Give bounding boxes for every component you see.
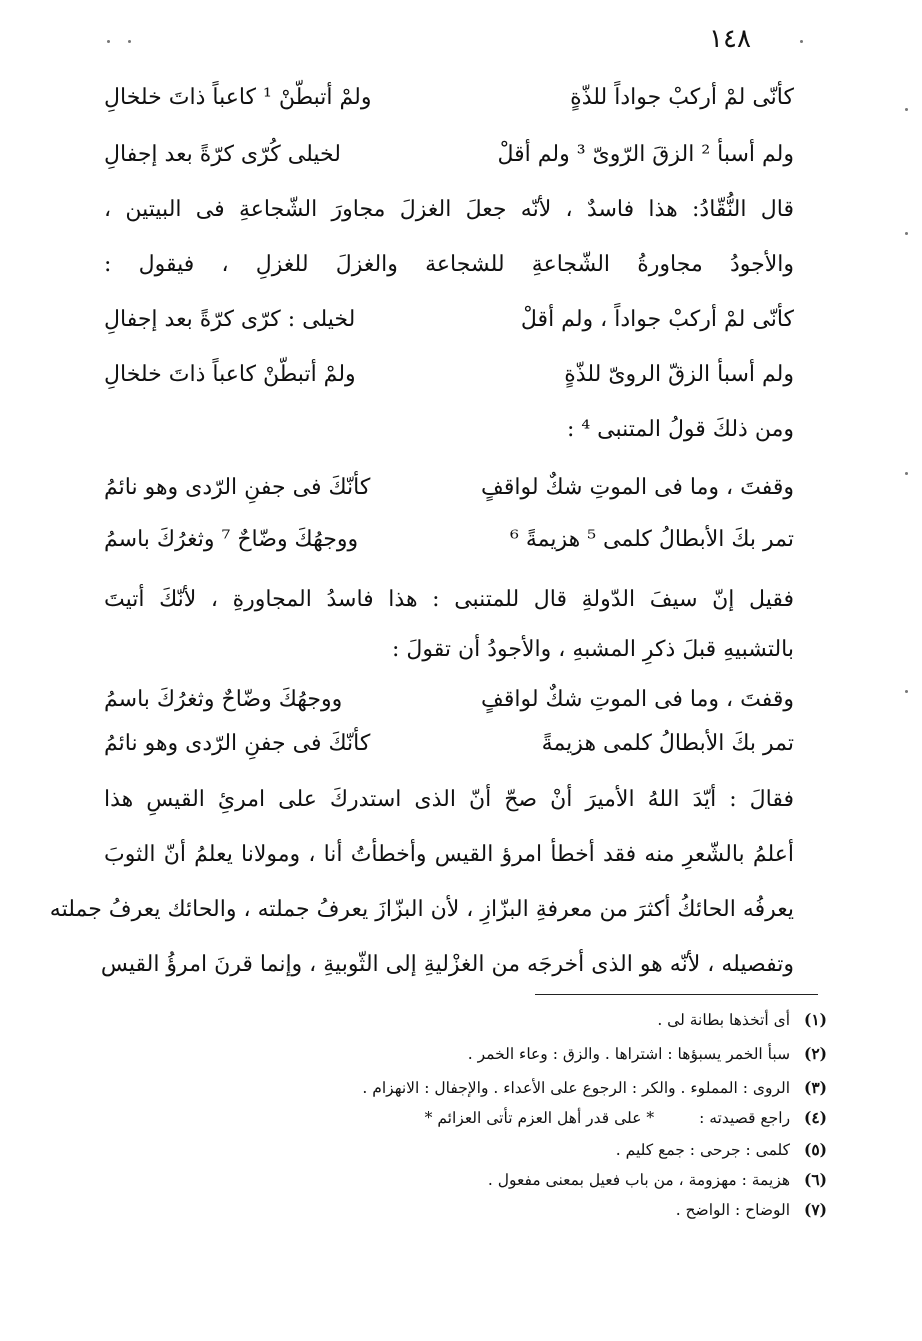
hemistich-left: ووجهُكَ وضّاحٌ ⁷ وثغرُكَ باسمُ xyxy=(104,527,359,552)
hemistich-right: ولم أسبأ الزقّ الروىّ للذّةٍ xyxy=(564,362,794,387)
footnote-marker: (٥) xyxy=(803,1140,827,1159)
footnote-text: كلمى : جرحى : جمع كليم . xyxy=(615,1141,791,1159)
hemistich-left: ولمْ أتبطّنْ كاعباً ذاتَ خلخالِ xyxy=(104,362,356,387)
hemistich-right: تمر بكَ الأبطالُ كلمى ⁵ هزيمةً ⁶ xyxy=(510,527,794,552)
scan-speck xyxy=(800,40,803,43)
paragraph-line: قال النُّقّادُ: هذا فاسدٌ ، لأنّه جعلَ الغزلَ مجاورَ الشّجاعةِ فى البيتين ، xyxy=(104,197,794,222)
paragraph-line: أعلمُ بالشّعرِ منه فقد أخطأ امرؤ القيس وأخطأتُ أنا ، ومولانا يعلمُ أنّ الثوبَ xyxy=(104,842,794,867)
verse-8 xyxy=(104,724,794,764)
footnote-rule xyxy=(535,994,818,995)
footnote-marker: (١) xyxy=(803,1010,827,1029)
footnote-marker: (٢) xyxy=(803,1044,827,1063)
footnote-text: الوضاح : الواضح . xyxy=(675,1201,791,1219)
footnote-text: هزيمة : مهزومة ، من باب فعيل بمعنى مفعول . xyxy=(487,1171,791,1189)
paragraph-line: والأجودُ مجاورةُ الشّجاعةِ للشجاعة والغزلَ للغزلِ ، فيقول : xyxy=(104,252,794,277)
hemistich-left: ووجهُكَ وضّاحٌ وثغرُكَ باسمُ xyxy=(104,687,343,712)
footnote-marker: (٤) xyxy=(803,1108,827,1127)
hemistich-left: ولمْ أتبطّنْ ¹ كاعباً ذاتَ خلخالِ xyxy=(104,85,372,110)
hemistich-right: كأنّى لمْ أركبْ جواداً ، ولم أقلْ xyxy=(520,307,794,332)
footnote-text: سبأ الخمر يسبؤها : اشتراها . والزق : وعاء الخمر . xyxy=(467,1045,791,1063)
footnote-marker: (٣) xyxy=(803,1078,827,1097)
footnote-marker: (٦) xyxy=(803,1170,827,1189)
scan-speck xyxy=(107,40,110,43)
verse-2 xyxy=(104,135,794,175)
scan-speck xyxy=(905,108,908,111)
footnote-6 xyxy=(127,1166,827,1194)
verse-7 xyxy=(104,680,794,720)
footnote-4 xyxy=(127,1104,827,1132)
paragraph-line: وتفصيله ، لأنّه هو الذى أخرجَه من الغزْليةِ إلى الثّوبيةِ ، وإنما قرنَ امرؤُ القيس xyxy=(100,952,794,977)
footnote-text: راجع قصيدته : xyxy=(699,1109,791,1127)
scan-speck xyxy=(905,690,908,693)
footnote-3 xyxy=(127,1074,827,1102)
scan-speck xyxy=(128,40,131,43)
footnote-text: أى أتخذها بطانة لى . xyxy=(657,1011,791,1029)
paragraph-line: فقيل إنّ سيفَ الدّولةِ قال للمتنبى : هذا فاسدُ المجاورةِ ، لأنّكَ أتيتَ xyxy=(104,587,794,612)
hemistich-right: كأنّى لمْ أركبْ جواداً للذّةٍ xyxy=(570,85,794,110)
footnote-quote: * على قدر أهل العزم تأتى العزائم * xyxy=(424,1109,655,1127)
footnote-7 xyxy=(127,1196,827,1224)
footnote-text: الروى : المملوء . والكر : الرجوع على الأعداء . والإجفال : الانهزام . xyxy=(362,1079,791,1097)
page-number: ١٤٨ xyxy=(709,24,751,54)
scan-speck xyxy=(905,232,908,235)
footnote-2 xyxy=(127,1040,827,1068)
scan-speck xyxy=(905,472,908,475)
paragraph-line: فقالَ : أيّدَ اللهُ الأميرَ أنْ صحّ أنّ الذى استدركَ على امرئِ القيسِ هذا xyxy=(104,787,794,812)
hemistich-left: كأنّكَ فى جفنِ الرّدى وهو نائمُ xyxy=(104,731,371,756)
verse-4 xyxy=(104,355,794,395)
paragraph-line: يعرفُه الحائكُ أكثرَ من معرفةِ البزّازِ ، لأن البزّازَ يعرفُ جملته ، والحائك يعرفُ جملته xyxy=(49,897,794,922)
hemistich-left: لخيلى : كرّى كرّةً بعد إجفالِ xyxy=(104,307,356,332)
hemistich-right: وقفتَ ، وما فى الموتِ شكٌ لواقفٍ xyxy=(481,475,794,500)
verse-5 xyxy=(104,468,794,508)
footnote-1 xyxy=(127,1006,827,1034)
verse-1 xyxy=(104,78,794,118)
paragraph-line: ومن ذلكَ قولُ المتنبى ⁴ : xyxy=(566,417,794,442)
verse-6 xyxy=(104,520,794,560)
paragraph-line: بالتشبيهِ قبلَ ذكرِ المشبهِ ، والأجودُ أن تقولَ : xyxy=(391,637,794,662)
footnote-marker: (٧) xyxy=(803,1200,827,1219)
hemistich-left: لخيلى كُرّى كرّةً بعد إجفالِ xyxy=(104,142,341,167)
hemistich-right: تمر بكَ الأبطالُ كلمى هزيمةً xyxy=(541,731,794,756)
hemistich-left: كأنّكَ فى جفنِ الرّدى وهو نائمُ xyxy=(104,475,371,500)
hemistich-right: وقفتَ ، وما فى الموتِ شكٌ لواقفٍ xyxy=(481,687,794,712)
hemistich-right: ولم أسبأ ² الزقَ الرّوىّ ³ ولم أقلْ xyxy=(497,142,794,167)
verse-3 xyxy=(104,300,794,340)
footnote-5 xyxy=(127,1136,827,1164)
